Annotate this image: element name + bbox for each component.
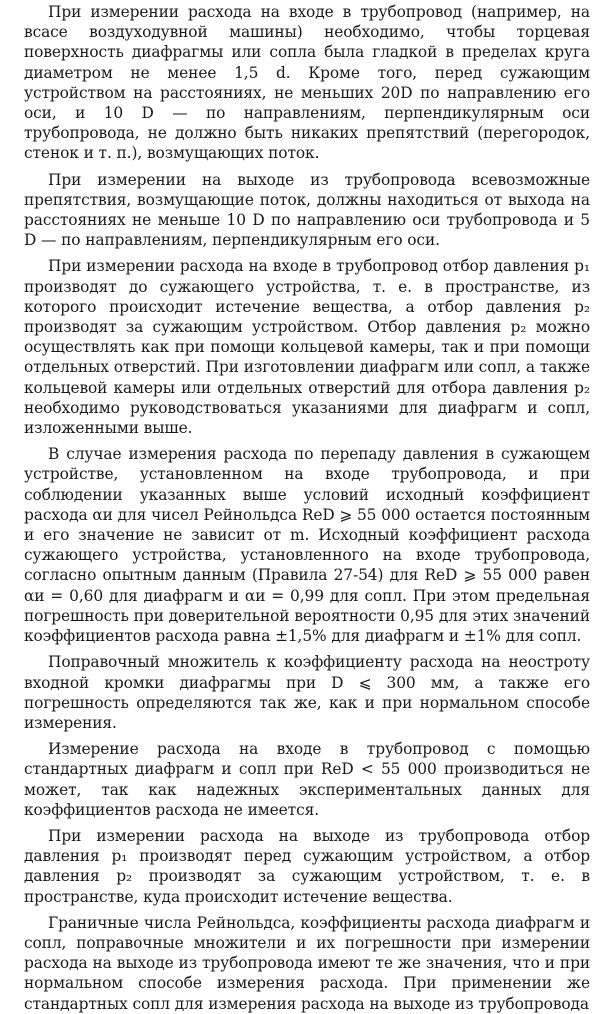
document-page — [24, 2, 590, 1014]
paragraph-inlet-flange-requirements: При измерении расхода на входе в трубопровод (например, на всасе воздуходувной машины) необходимо, чтобы торцевая поверхность диафрагмы или сопла была гладкой в пределах круга диаметром не менее 1,5 d. Кроме того, перед сужающим устройством на расстояниях, не меньших 20D по направлению его оси, и 10 D — по направлениям, перпендикулярным оси трубопровода, не должно быть никаких препятствий (перегородок, стенок и т. п.), возмущающих поток. — [24, 3, 590, 163]
paragraph-correction-factor: Поправочный множитель к коэффициенту расхода на неостроту входной кромки диафрагмы при D ⩽ 300 мм, а также его погрешность определяются так же, как и при нормальном способе измерения. — [24, 653, 590, 732]
paragraph-pressure-taps-inlet: При измерении расхода на входе в трубопровод отбор давления p₁ производят до сужающего устройства, т. е. в пространстве, из которого происходит истечение вещества, а отбор давления p₂ производят за сужающим устройством. Отбор давления p₂ можно осуществлять как при помощи кольцевой камеры, так и при помощи отдельных отверстий. При изготовлении диафрагм или сопл, а также кольцевой камеры или отдельных отверстий для отбора давления p₂ необходимо руководствоваться указаниями для диафрагм и сопл, изложенными выше. — [24, 257, 590, 438]
paragraph-pressure-taps-outlet: При измерении расхода на выходе из трубопровода отбор давления p₁ производят перед сужающим устройством, а отбор давления p₂ производят за сужающим устройством, т. е. в пространстве, куда происходит истечение вещества. — [24, 826, 590, 906]
paragraph-outlet-obstacles: При измерении на выходе из трубопровода всевозможные препятствия, возмущающие поток, должны находиться от выхода на расстояниях не меньше 10 D по направлению оси трубопровода и 5 D — по направлениям, перпендикулярным его оси. — [24, 170, 590, 250]
paragraph-discharge-coefficient: В случае измерения расхода по перепаду давления в сужающем устройстве, установленном на входе трубопровода, и при соблюдении указанных выше условий исходный коэффициент расхода αи для чисел Рейнольдса ReD ⩾ 55 000 остается постоянным и его значение не зависит от m. Исходный коэффициент расхода сужающего устройства, установленного на входе трубопровода, согласно опытным данным (Правила 27-54) для ReD ⩾ 55 000 равен αи = 0,60 для диафрагм и αи = 0,99 для сопл. При этом предельная погрешность при доверительной вероятности 0,95 для этих значений коэффициентов расхода равна ±1,5% для диафрагм и ±1% для сопл. — [24, 445, 590, 646]
paragraph-reynolds-limits: Граничные числа Рейнольдса, коэффициенты расхода диафрагм и сопл, поправочные множители и их погрешности при измерении расхода на выходе из трубопровода имеют те же значения, что и при нормальном способе измерения расхода. При применении же стандартных сопл для измерения расхода на выходе из трубопровода — [24, 913, 590, 1013]
paragraph-low-reynolds: Измерение расхода на входе в трубопровод с помощью стандартных диафрагм и сопл при ReD < 55 000 производиться не может, так как надежных экспериментальных данных для коэффициентов расхода не имеется. — [24, 740, 590, 819]
